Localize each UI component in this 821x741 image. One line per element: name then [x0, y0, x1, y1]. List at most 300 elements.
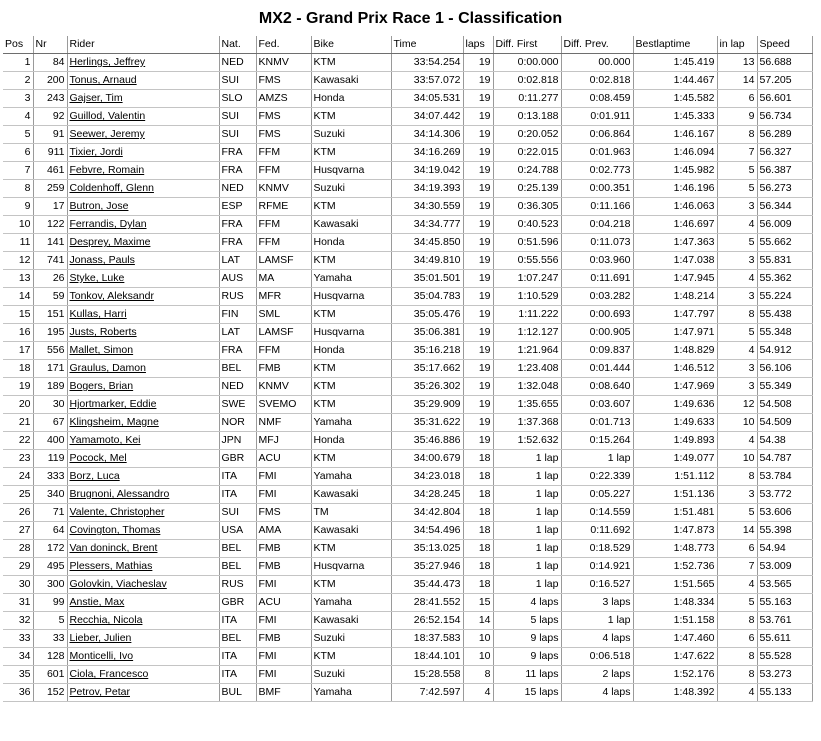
in-lap-cell: 8 [717, 648, 757, 666]
nat-cell: NOR [219, 414, 256, 432]
rider-link[interactable]: Klingsheim, Magne [69, 416, 159, 428]
diff-first-cell: 1:07.247 [493, 270, 561, 288]
in-lap-cell: 8 [717, 306, 757, 324]
speed-cell: 53.772 [757, 486, 812, 504]
diff-prev-cell: 2 laps [561, 666, 633, 684]
diff-prev-cell: 0:15.264 [561, 432, 633, 450]
page-title: MX2 - Grand Prix Race 1 - Classification [258, 10, 563, 27]
diff-first-cell: 0:40.523 [493, 216, 561, 234]
nat-cell: SLO [219, 90, 256, 108]
nat-cell: NED [219, 180, 256, 198]
rider-cell [67, 450, 219, 468]
bestlaptime-cell: 1:46.196 [633, 180, 717, 198]
speed-cell: 54.912 [757, 342, 812, 360]
fed-cell: ACU [256, 450, 311, 468]
diff-first-cell: 0:25.139 [493, 180, 561, 198]
pos-cell: 36 [3, 684, 33, 702]
nr-cell: 195 [33, 324, 67, 342]
diff-first-cell: 0:13.188 [493, 108, 561, 126]
rider-link[interactable]: Bogers, Brian [69, 380, 134, 392]
fed-cell: RFME [256, 198, 311, 216]
laps-cell: 18 [463, 486, 493, 504]
speed-cell: 55.831 [757, 252, 812, 270]
fed-cell: SVEMO [256, 396, 311, 414]
laps-cell: 18 [463, 558, 493, 576]
rider-link[interactable]: Tonus, Arnaud [69, 74, 137, 86]
in-lap-cell: 10 [717, 414, 757, 432]
nr-cell: 128 [33, 648, 67, 666]
table-row [3, 324, 812, 342]
speed-cell: 55.224 [757, 288, 812, 306]
bestlaptime-cell: 1:47.969 [633, 378, 717, 396]
rider-link[interactable]: Ciola, Francesco [69, 668, 149, 680]
diff-first-cell: 4 laps [493, 594, 561, 612]
rider-cell [67, 324, 219, 342]
rider-link[interactable]: Seewer, Jeremy [69, 128, 145, 140]
rider-link[interactable]: Tonkov, Aleksandr [69, 290, 154, 302]
table-row [3, 576, 812, 594]
nr-cell: 59 [33, 288, 67, 306]
in-lap-cell: 14 [717, 72, 757, 90]
laps-cell: 18 [463, 540, 493, 558]
diff-first-cell: 1:52.632 [493, 432, 561, 450]
diff-first-cell: 9 laps [493, 630, 561, 648]
pos-cell: 19 [3, 378, 33, 396]
pos-cell: 1 [3, 54, 33, 72]
nr-cell: 200 [33, 72, 67, 90]
diff-first-cell: 1 lap [493, 504, 561, 522]
table-row [3, 504, 812, 522]
bestlaptime-cell: 1:48.334 [633, 594, 717, 612]
bestlaptime-cell: 1:52.176 [633, 666, 717, 684]
nat-cell: NED [219, 54, 256, 72]
diff-prev-cell: 0:03.607 [561, 396, 633, 414]
nat-cell: AUS [219, 270, 256, 288]
nr-cell: 71 [33, 504, 67, 522]
diff-prev-cell: 0:00.693 [561, 306, 633, 324]
time-cell: 34:28.245 [391, 486, 463, 504]
diff-first-cell: 1 lap [493, 522, 561, 540]
diff-first-cell: 1:37.368 [493, 414, 561, 432]
bestlaptime-cell: 1:47.797 [633, 306, 717, 324]
table-row [3, 522, 812, 540]
rider-link[interactable]: Hjortmarker, Eddie [69, 398, 157, 410]
diff-prev-cell: 4 laps [561, 684, 633, 702]
rider-cell [67, 144, 219, 162]
rider-cell [67, 414, 219, 432]
time-cell: 35:26.302 [391, 378, 463, 396]
in-lap-cell: 3 [717, 378, 757, 396]
rider-cell [67, 126, 219, 144]
in-lap-cell: 7 [717, 144, 757, 162]
rider-link[interactable]: Borz, Luca [69, 470, 120, 482]
speed-cell: 55.438 [757, 306, 812, 324]
bestlaptime-cell: 1:44.467 [633, 72, 717, 90]
time-cell: 34:00.679 [391, 450, 463, 468]
time-cell: 18:44.101 [391, 648, 463, 666]
in-lap-cell: 4 [717, 342, 757, 360]
bike-cell: Husqvarna [311, 162, 391, 180]
diff-first-cell: 15 laps [493, 684, 561, 702]
time-cell: 34:54.496 [391, 522, 463, 540]
table-row [3, 288, 812, 306]
pos-cell: 27 [3, 522, 33, 540]
bike-cell: KTM [311, 540, 391, 558]
speed-cell: 56.387 [757, 162, 812, 180]
rider-link[interactable]: Guillod, Valentin [69, 110, 146, 122]
diff-prev-cell: 0:03.960 [561, 252, 633, 270]
bike-cell: Suzuki [311, 666, 391, 684]
pos-cell: 26 [3, 504, 33, 522]
in-lap-cell: 3 [717, 288, 757, 306]
fed-cell: MA [256, 270, 311, 288]
nat-cell: FRA [219, 144, 256, 162]
bike-cell: Kawasaki [311, 486, 391, 504]
rider-cell [67, 612, 219, 630]
table-row [3, 252, 812, 270]
rider-link[interactable]: Jonass, Pauls [69, 254, 135, 266]
speed-cell: 55.349 [757, 378, 812, 396]
col-header-nr: Nr [33, 36, 67, 54]
rider-link[interactable]: Anstie, Max [69, 596, 125, 608]
speed-cell: 53.565 [757, 576, 812, 594]
speed-cell: 56.344 [757, 198, 812, 216]
rider-link[interactable]: Herlings, Jeffrey [69, 56, 146, 68]
fed-cell: FMB [256, 630, 311, 648]
diff-prev-cell: 0:11.073 [561, 234, 633, 252]
nat-cell: FRA [219, 342, 256, 360]
rider-link[interactable]: Justs, Roberts [69, 326, 137, 338]
nr-cell: 911 [33, 144, 67, 162]
bestlaptime-cell: 1:45.582 [633, 90, 717, 108]
bike-cell: Yamaha [311, 270, 391, 288]
nat-cell: ITA [219, 486, 256, 504]
bestlaptime-cell: 1:49.633 [633, 414, 717, 432]
table-row [3, 234, 812, 252]
laps-cell: 18 [463, 522, 493, 540]
laps-cell: 19 [463, 234, 493, 252]
time-cell: 35:46.886 [391, 432, 463, 450]
fed-cell: FMS [256, 108, 311, 126]
pos-cell: 6 [3, 144, 33, 162]
diff-prev-cell: 0:04.218 [561, 216, 633, 234]
laps-cell: 8 [463, 666, 493, 684]
fed-cell: KNMV [256, 180, 311, 198]
pos-cell: 23 [3, 450, 33, 468]
table-row [3, 144, 812, 162]
pos-cell: 13 [3, 270, 33, 288]
rider-cell [67, 270, 219, 288]
time-cell: 34:14.306 [391, 126, 463, 144]
table-row [3, 198, 812, 216]
diff-first-cell: 1:21.964 [493, 342, 561, 360]
time-cell: 33:57.072 [391, 72, 463, 90]
laps-cell: 19 [463, 288, 493, 306]
nat-cell: ITA [219, 666, 256, 684]
fed-cell: BMF [256, 684, 311, 702]
rider-cell [67, 468, 219, 486]
fed-cell: FMI [256, 486, 311, 504]
in-lap-cell: 8 [717, 612, 757, 630]
table-row [3, 450, 812, 468]
fed-cell: NMF [256, 414, 311, 432]
laps-cell: 19 [463, 252, 493, 270]
nat-cell: ESP [219, 198, 256, 216]
time-cell: 34:23.018 [391, 468, 463, 486]
diff-first-cell: 1 lap [493, 558, 561, 576]
bestlaptime-cell: 1:51.481 [633, 504, 717, 522]
rider-cell [67, 558, 219, 576]
table-row [3, 378, 812, 396]
laps-cell: 10 [463, 630, 493, 648]
diff-first-cell: 5 laps [493, 612, 561, 630]
nat-cell: LAT [219, 324, 256, 342]
rider-cell [67, 306, 219, 324]
bike-cell: Kawasaki [311, 72, 391, 90]
rider-link[interactable]: Styke, Luke [69, 272, 125, 284]
in-lap-cell: 13 [717, 54, 757, 72]
rider-link[interactable]: Ferrandis, Dylan [69, 218, 147, 230]
speed-cell: 56.601 [757, 90, 812, 108]
in-lap-cell: 5 [717, 234, 757, 252]
rider-cell [67, 576, 219, 594]
laps-cell: 19 [463, 324, 493, 342]
in-lap-cell: 4 [717, 684, 757, 702]
laps-cell: 14 [463, 612, 493, 630]
table-row [3, 630, 812, 648]
time-cell: 35:04.783 [391, 288, 463, 306]
bike-cell: Suzuki [311, 180, 391, 198]
fed-cell: LAMSF [256, 252, 311, 270]
rider-link[interactable]: Van doninck, Brent [69, 542, 158, 554]
pos-cell: 34 [3, 648, 33, 666]
rider-link[interactable]: Pocock, Mel [69, 452, 127, 464]
time-cell: 28:41.552 [391, 594, 463, 612]
table-row [3, 558, 812, 576]
rider-cell [67, 396, 219, 414]
diff-first-cell: 0:51.596 [493, 234, 561, 252]
pos-cell: 2 [3, 72, 33, 90]
bestlaptime-cell: 1:46.063 [633, 198, 717, 216]
rider-link[interactable]: Kullas, Harri [69, 308, 127, 320]
pos-cell: 16 [3, 324, 33, 342]
time-cell: 35:31.622 [391, 414, 463, 432]
bestlaptime-cell: 1:45.419 [633, 54, 717, 72]
diff-first-cell: 11 laps [493, 666, 561, 684]
in-lap-cell: 5 [717, 162, 757, 180]
nat-cell: SUI [219, 126, 256, 144]
laps-cell: 18 [463, 504, 493, 522]
diff-first-cell: 0:20.052 [493, 126, 561, 144]
time-cell: 35:27.946 [391, 558, 463, 576]
laps-cell: 19 [463, 144, 493, 162]
diff-first-cell: 1:32.048 [493, 378, 561, 396]
in-lap-cell: 6 [717, 540, 757, 558]
rider-link[interactable]: Lieber, Julien [69, 632, 132, 644]
nr-cell: 91 [33, 126, 67, 144]
in-lap-cell: 8 [717, 126, 757, 144]
col-header-pos: Pos [3, 36, 33, 54]
nr-cell: 172 [33, 540, 67, 558]
in-lap-cell: 5 [717, 180, 757, 198]
nr-cell: 33 [33, 630, 67, 648]
time-cell: 35:17.662 [391, 360, 463, 378]
bike-cell: TM [311, 504, 391, 522]
diff-first-cell: 1:10.529 [493, 288, 561, 306]
fed-cell: FMI [256, 468, 311, 486]
rider-link[interactable]: Valente, Christopher [69, 506, 165, 518]
pos-cell: 10 [3, 216, 33, 234]
rider-cell [67, 594, 219, 612]
diff-first-cell: 0:55.556 [493, 252, 561, 270]
rider-link[interactable]: Brugnoni, Alessandro [69, 488, 170, 500]
time-cell: 35:01.501 [391, 270, 463, 288]
pos-cell: 8 [3, 180, 33, 198]
fed-cell: LAMSF [256, 324, 311, 342]
diff-first-cell: 0:02.818 [493, 72, 561, 90]
table-row [3, 306, 812, 324]
diff-prev-cell: 0:01.444 [561, 360, 633, 378]
rider-link[interactable]: Plessers, Mathias [69, 560, 153, 572]
fed-cell: FMB [256, 540, 311, 558]
in-lap-cell: 4 [717, 270, 757, 288]
rider-link[interactable]: Monticelli, Ivo [69, 650, 134, 662]
bike-cell: Honda [311, 90, 391, 108]
bike-cell: Suzuki [311, 126, 391, 144]
laps-cell: 19 [463, 378, 493, 396]
bike-cell: KTM [311, 378, 391, 396]
nat-cell: GBR [219, 450, 256, 468]
bike-cell: Honda [311, 234, 391, 252]
bestlaptime-cell: 1:47.460 [633, 630, 717, 648]
nr-cell: 5 [33, 612, 67, 630]
nat-cell: BUL [219, 684, 256, 702]
bestlaptime-cell: 1:46.094 [633, 144, 717, 162]
nr-cell: 189 [33, 378, 67, 396]
rider-link[interactable]: Golovkin, Viacheslav [69, 578, 167, 590]
speed-cell: 55.611 [757, 630, 812, 648]
rider-link[interactable]: Covington, Thomas [69, 524, 161, 536]
nr-cell: 741 [33, 252, 67, 270]
table-row [3, 666, 812, 684]
diff-prev-cell: 0:00.351 [561, 180, 633, 198]
nr-cell: 67 [33, 414, 67, 432]
nat-cell: BEL [219, 630, 256, 648]
table-row [3, 126, 812, 144]
bestlaptime-cell: 1:47.363 [633, 234, 717, 252]
diff-first-cell: 1:12.127 [493, 324, 561, 342]
rider-link[interactable]: Febvre, Romain [69, 164, 145, 176]
bike-cell: Husqvarna [311, 288, 391, 306]
col-header-rider: Rider [67, 36, 219, 54]
fed-cell: FFM [256, 144, 311, 162]
fed-cell: SML [256, 306, 311, 324]
rider-cell [67, 252, 219, 270]
diff-prev-cell: 0:00.905 [561, 324, 633, 342]
nr-cell: 122 [33, 216, 67, 234]
in-lap-cell: 7 [717, 558, 757, 576]
bike-cell: KTM [311, 252, 391, 270]
col-header-time: Time [391, 36, 463, 54]
rider-link[interactable]: Tixier, Jordi [69, 146, 123, 158]
rider-link[interactable]: Petrov, Petar [69, 686, 130, 698]
rider-cell [67, 630, 219, 648]
laps-cell: 19 [463, 306, 493, 324]
rider-link[interactable]: Yamamoto, Kei [69, 434, 141, 446]
nat-cell: FIN [219, 306, 256, 324]
diff-prev-cell: 00.000 [561, 54, 633, 72]
rider-link[interactable]: Graulus, Damon [69, 362, 146, 374]
rider-link[interactable]: Mallet, Simon [69, 344, 134, 356]
bestlaptime-cell: 1:46.697 [633, 216, 717, 234]
fed-cell: MFR [256, 288, 311, 306]
table-row [3, 432, 812, 450]
bike-cell: KTM [311, 396, 391, 414]
table-row [3, 54, 812, 72]
col-header-diff-prev: Diff. Prev. [561, 36, 633, 54]
table-row [3, 180, 812, 198]
pos-cell: 7 [3, 162, 33, 180]
rider-cell [67, 234, 219, 252]
nat-cell: ITA [219, 648, 256, 666]
rider-link[interactable]: Recchia, Nicola [69, 614, 143, 626]
diff-prev-cell: 1 lap [561, 450, 633, 468]
in-lap-cell: 4 [717, 576, 757, 594]
speed-cell: 56.009 [757, 216, 812, 234]
diff-prev-cell: 0:01.963 [561, 144, 633, 162]
nat-cell: FRA [219, 216, 256, 234]
diff-first-cell: 0:11.277 [493, 90, 561, 108]
diff-prev-cell: 0:06.518 [561, 648, 633, 666]
table-row [3, 342, 812, 360]
diff-prev-cell: 0:11.691 [561, 270, 633, 288]
speed-cell: 56.273 [757, 180, 812, 198]
laps-cell: 19 [463, 90, 493, 108]
diff-prev-cell: 0:08.640 [561, 378, 633, 396]
table-row [3, 486, 812, 504]
rider-link[interactable]: Gajser, Tim [69, 92, 123, 104]
bike-cell: KTM [311, 198, 391, 216]
bike-cell: Honda [311, 342, 391, 360]
rider-cell [67, 486, 219, 504]
fed-cell: KNMV [256, 54, 311, 72]
pos-cell: 20 [3, 396, 33, 414]
laps-cell: 19 [463, 270, 493, 288]
in-lap-cell: 8 [717, 666, 757, 684]
pos-cell: 15 [3, 306, 33, 324]
laps-cell: 19 [463, 72, 493, 90]
rider-link[interactable]: Coldenhoff, Glenn [69, 182, 154, 194]
diff-prev-cell: 0:03.282 [561, 288, 633, 306]
rider-link[interactable]: Desprey, Maxime [69, 236, 151, 248]
laps-cell: 18 [463, 468, 493, 486]
bike-cell: Husqvarna [311, 324, 391, 342]
col-header-bike: Bike [311, 36, 391, 54]
time-cell: 34:42.804 [391, 504, 463, 522]
rider-link[interactable]: Butron, Jose [69, 200, 129, 212]
speed-cell: 56.106 [757, 360, 812, 378]
bestlaptime-cell: 1:45.982 [633, 162, 717, 180]
time-cell: 26:52.154 [391, 612, 463, 630]
table-row [3, 468, 812, 486]
laps-cell: 4 [463, 684, 493, 702]
laps-cell: 19 [463, 342, 493, 360]
diff-prev-cell: 0:01.713 [561, 414, 633, 432]
bike-cell: Yamaha [311, 468, 391, 486]
rider-cell [67, 666, 219, 684]
nat-cell: BEL [219, 360, 256, 378]
laps-cell: 19 [463, 216, 493, 234]
